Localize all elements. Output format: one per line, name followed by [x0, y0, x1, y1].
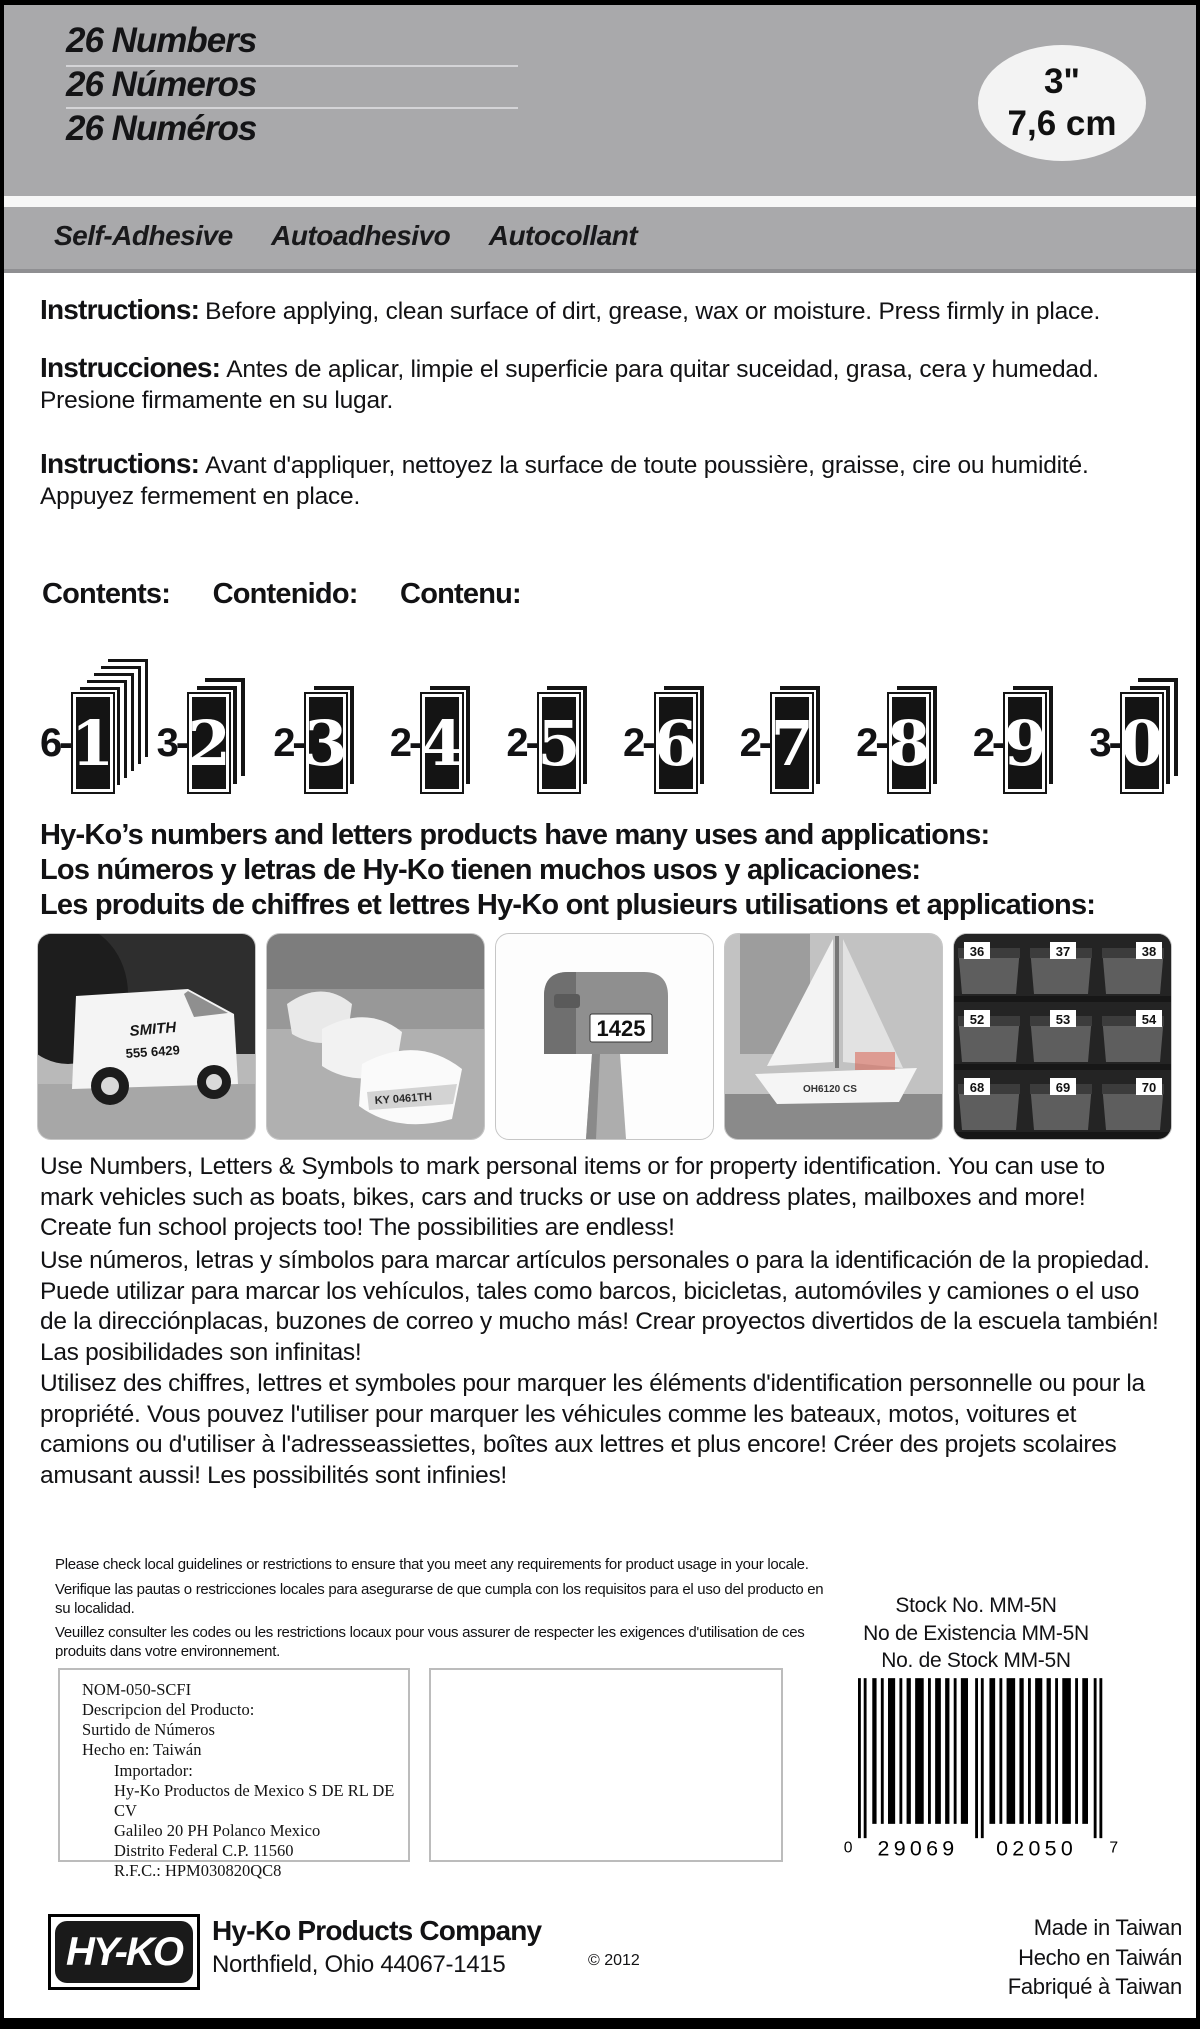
hyko-logo-text: HY-KO — [66, 1929, 182, 1974]
uses-heading-en: Hy-Ko’s numbers and letters products have many uses and applications: — [40, 819, 990, 851]
header-panel — [4, 5, 1196, 196]
contents-label-fr: Contenu: — [400, 578, 521, 610]
company-address: Northfield, Ohio 44067-1415 — [212, 1950, 506, 1978]
number-group-4 — [390, 694, 463, 792]
stock-line-es: No de Existencia MM-5N — [863, 1621, 1089, 1645]
tile-digit: 6 — [653, 706, 698, 780]
instructions-fr — [40, 446, 1162, 513]
uses-heading-fr: Les produits de chiffres et lettres Hy-Ko ont plusieurs utilisations et applications: — [40, 888, 1096, 921]
size-badge — [978, 45, 1146, 161]
bin-label: 70 — [1141, 1080, 1157, 1095]
bin-label: 38 — [1141, 944, 1157, 959]
uses-heading-es: Los números y letras de Hy-Ko tienen muchos usos y aplicaciones: — [40, 853, 921, 886]
mailbox-address-text: 1425 — [596, 1016, 646, 1041]
tile-digit: 9 — [1003, 706, 1047, 780]
count-label: 2- — [622, 720, 653, 765]
number-group-2 — [157, 694, 230, 792]
border-bottom — [0, 2018, 1200, 2029]
uses-paragraph-fr: Utilisez des chiffres, lettres et symboles pour marquer les éléments d'identification personnelle ou pour la propriété. Vous pouvez l'utiliser pour marquer les véhicules comme les bateaux, motos, voitures et camions ou d'utiliser à l'adresseassiettes, boîtes aux lettres et plus encore! Créer des projets scolaires amusant aussi! Les possibilités sont infinies! — [40, 1370, 1145, 1489]
nom-line: Hy-Ko Productos de Mexico S DE RL DE CV — [114, 1780, 395, 1820]
tile-digit: 5 — [537, 706, 581, 780]
number-group-7 — [740, 694, 813, 792]
number-group-9 — [973, 694, 1046, 792]
size-inches: 3" — [1043, 62, 1081, 101]
sailboat-registration-text: OH6120 CS — [803, 1084, 857, 1095]
number-tile-1 — [73, 694, 113, 792]
number-group-3 — [273, 694, 346, 792]
count-label: 2- — [273, 720, 303, 765]
count-label: 2- — [739, 720, 770, 765]
number-group-6 — [623, 694, 696, 792]
adhesive-strip — [4, 207, 1196, 273]
company-block — [212, 1916, 541, 1979]
photo-bins — [953, 933, 1172, 1140]
nom-line: Distrito Federal C.P. 11560 — [114, 1841, 294, 1860]
number-tile-3 — [306, 694, 346, 792]
count-label: 2- — [972, 720, 1003, 765]
border-left — [0, 0, 4, 2029]
nom-line: Hecho en: Taiwán — [82, 1740, 202, 1760]
tile-digit: 2 — [187, 706, 231, 780]
nom-line: R.F.C.: HPM030820QC8 — [114, 1861, 282, 1881]
bin-label: 69 — [1055, 1080, 1071, 1095]
copyright-text: © 2012 — [588, 1952, 640, 1969]
disclaimer-en: Please check local guidelines or restrictions to ensure that you meet any requirements for product usage in your locale. — [55, 1556, 809, 1573]
bin-label: 37 — [1055, 944, 1071, 959]
bin-label: 53 — [1055, 1012, 1071, 1027]
barcode-group2-digits: 02050 — [996, 1836, 1078, 1861]
barcode-suffix-digit: 7 — [1109, 1839, 1119, 1857]
uses-paragraph-en: Use Numbers, Letters & Symbols to mark personal items or for property identification. You can use to mark vehicles such as boats, bikes, cars and trucks or use on address plates, mailboxes and more! Create fun school projects too! The possibilities are endless! — [40, 1153, 1105, 1242]
company-name: Hy-Ko Products Company — [212, 1915, 542, 1946]
border-right — [1196, 0, 1200, 2029]
count-label: 2- — [856, 720, 886, 765]
bin-label: 52 — [969, 1012, 985, 1027]
tile-digit: 4 — [420, 706, 464, 780]
hyko-logo-plate — [55, 1921, 193, 1983]
photo-jetskis — [266, 933, 485, 1140]
count-label: 6- — [40, 720, 70, 765]
contents-heading — [42, 578, 559, 611]
header-gap — [4, 196, 1196, 207]
instructions-en-text: Before applying, clean surface of dirt, grease, wax or moisture. Press firmly in place. — [205, 298, 1101, 325]
title-fr: 26 Numéros — [66, 109, 257, 148]
photo-mailbox — [495, 933, 714, 1140]
number-group-0 — [1089, 694, 1162, 792]
nom-line: NOM-050-SCFI — [82, 1680, 192, 1699]
application-photos — [37, 933, 1163, 1140]
nom-line: Descripcion del Producto: — [82, 1700, 255, 1720]
instructions-es — [40, 350, 1162, 417]
disclaimer-es: Verifique las pautas o restricciones locales para asegurarse de que cumpla con los requisitos para el uso del producto en su localidad. — [55, 1580, 824, 1617]
nom-line: Importador: — [114, 1760, 193, 1780]
adhesive-en: Self-Adhesive — [54, 220, 233, 251]
tile-digit: 8 — [887, 706, 931, 780]
title-en: 26 Numbers — [66, 21, 257, 60]
adhesive-fr: Autocollant — [488, 220, 638, 251]
instructions-fr-text: Avant d'appliquer, nettoyez la surface de toute poussière, graisse, cire ou humidité. Appuyez fermement en place. — [40, 452, 1089, 510]
count-label: 3- — [1089, 720, 1119, 765]
made-in-es: Hecho en Taiwán — [1018, 1944, 1182, 1970]
number-group-8 — [856, 694, 929, 792]
made-in-en: Made in Taiwan — [1033, 1915, 1182, 1940]
instructions-fr-label: Instructions: — [40, 448, 200, 479]
number-tile-4 — [422, 694, 462, 792]
tile-digit: 3 — [304, 706, 348, 780]
number-tile-8 — [889, 694, 929, 792]
hyko-logo — [48, 1914, 200, 1990]
count-label: 3- — [156, 720, 187, 765]
stock-number-block — [800, 1592, 1152, 1675]
instructions-es-label: Instrucciones: — [40, 352, 221, 383]
bin-label: 36 — [969, 944, 985, 959]
uses-heading — [40, 818, 1095, 922]
photo-sailboat — [724, 933, 943, 1140]
barcode-prefix-digit: 0 — [843, 1839, 853, 1857]
stock-line-fr: No. de Stock MM-5N — [881, 1649, 1071, 1673]
blank-label-box — [429, 1668, 783, 1862]
nom-line: Galileo 20 PH Polanco Mexico — [114, 1820, 321, 1840]
contents-label-en: Contents: — [42, 578, 171, 610]
number-tile-0 — [1122, 694, 1162, 792]
number-tile-2 — [189, 694, 229, 792]
count-label: 2- — [506, 720, 536, 765]
contents-label-es: Contenido: — [212, 578, 358, 610]
jetski-registration-text: KY 0461TH — [374, 1091, 433, 1107]
instructions-en-label: Instructions: — [40, 294, 200, 325]
tile-digit: 7 — [770, 706, 814, 780]
nom-line: Surtido de Números — [82, 1720, 215, 1740]
uses-paragraph-es: Use números, letras y símbolos para marcar artículos personales o para la identificación de la propiedad. Puede utilizar para marcar los vehículos, tales como barcos, bicicletas, automóviles y camiones o el uso de la direcciónplacas, buzones de correo y mucho más! Crear proyectos divertidos de la escuela también! Las posibilidades son infinitas! — [40, 1247, 1159, 1366]
made-in-fr: Fabriqué à Taiwan — [1007, 1974, 1182, 2000]
van-name-text: SMITH — [128, 1018, 177, 1040]
number-group-1 — [40, 694, 113, 792]
count-label: 2- — [389, 720, 420, 765]
instructions-en — [40, 292, 1162, 328]
number-group-5 — [506, 694, 579, 792]
number-tile-9 — [1005, 694, 1045, 792]
bin-label: 68 — [969, 1080, 985, 1095]
van-phone-text: 555 6429 — [125, 1042, 181, 1061]
contents-number-row — [40, 646, 1162, 792]
size-metric: 7,6 cm — [1007, 104, 1117, 143]
barcode-group1-digits: 29069 — [877, 1836, 959, 1861]
upc-barcode — [838, 1676, 1138, 1866]
made-in-block — [930, 1913, 1182, 2002]
tile-digit: 0 — [1120, 706, 1164, 780]
stock-line-en: Stock No. MM-5N — [895, 1594, 1057, 1617]
number-tile-6 — [653, 694, 698, 792]
photo-van — [37, 933, 256, 1140]
instructions-es-text: Antes de aplicar, limpie el superficie para quitar suceidad, grasa, cera y humedad. Presione firmamente en su lugar. — [40, 356, 1099, 414]
adhesive-es: Autoadhesivo — [271, 220, 451, 251]
disclaimer-block — [55, 1556, 830, 1668]
nom-importer-box — [58, 1668, 410, 1881]
tile-digit: 1 — [71, 706, 115, 780]
title-es: 26 Números — [66, 65, 257, 104]
bin-label: 54 — [1141, 1012, 1157, 1027]
number-tile-7 — [772, 694, 812, 792]
disclaimer-fr: Veuillez consulter les codes ou les restrictions locaux pour vous assurer de respecter les exigences d'utilisation de ces produits dans votre environnement. — [55, 1624, 805, 1660]
number-tile-5 — [539, 694, 579, 792]
